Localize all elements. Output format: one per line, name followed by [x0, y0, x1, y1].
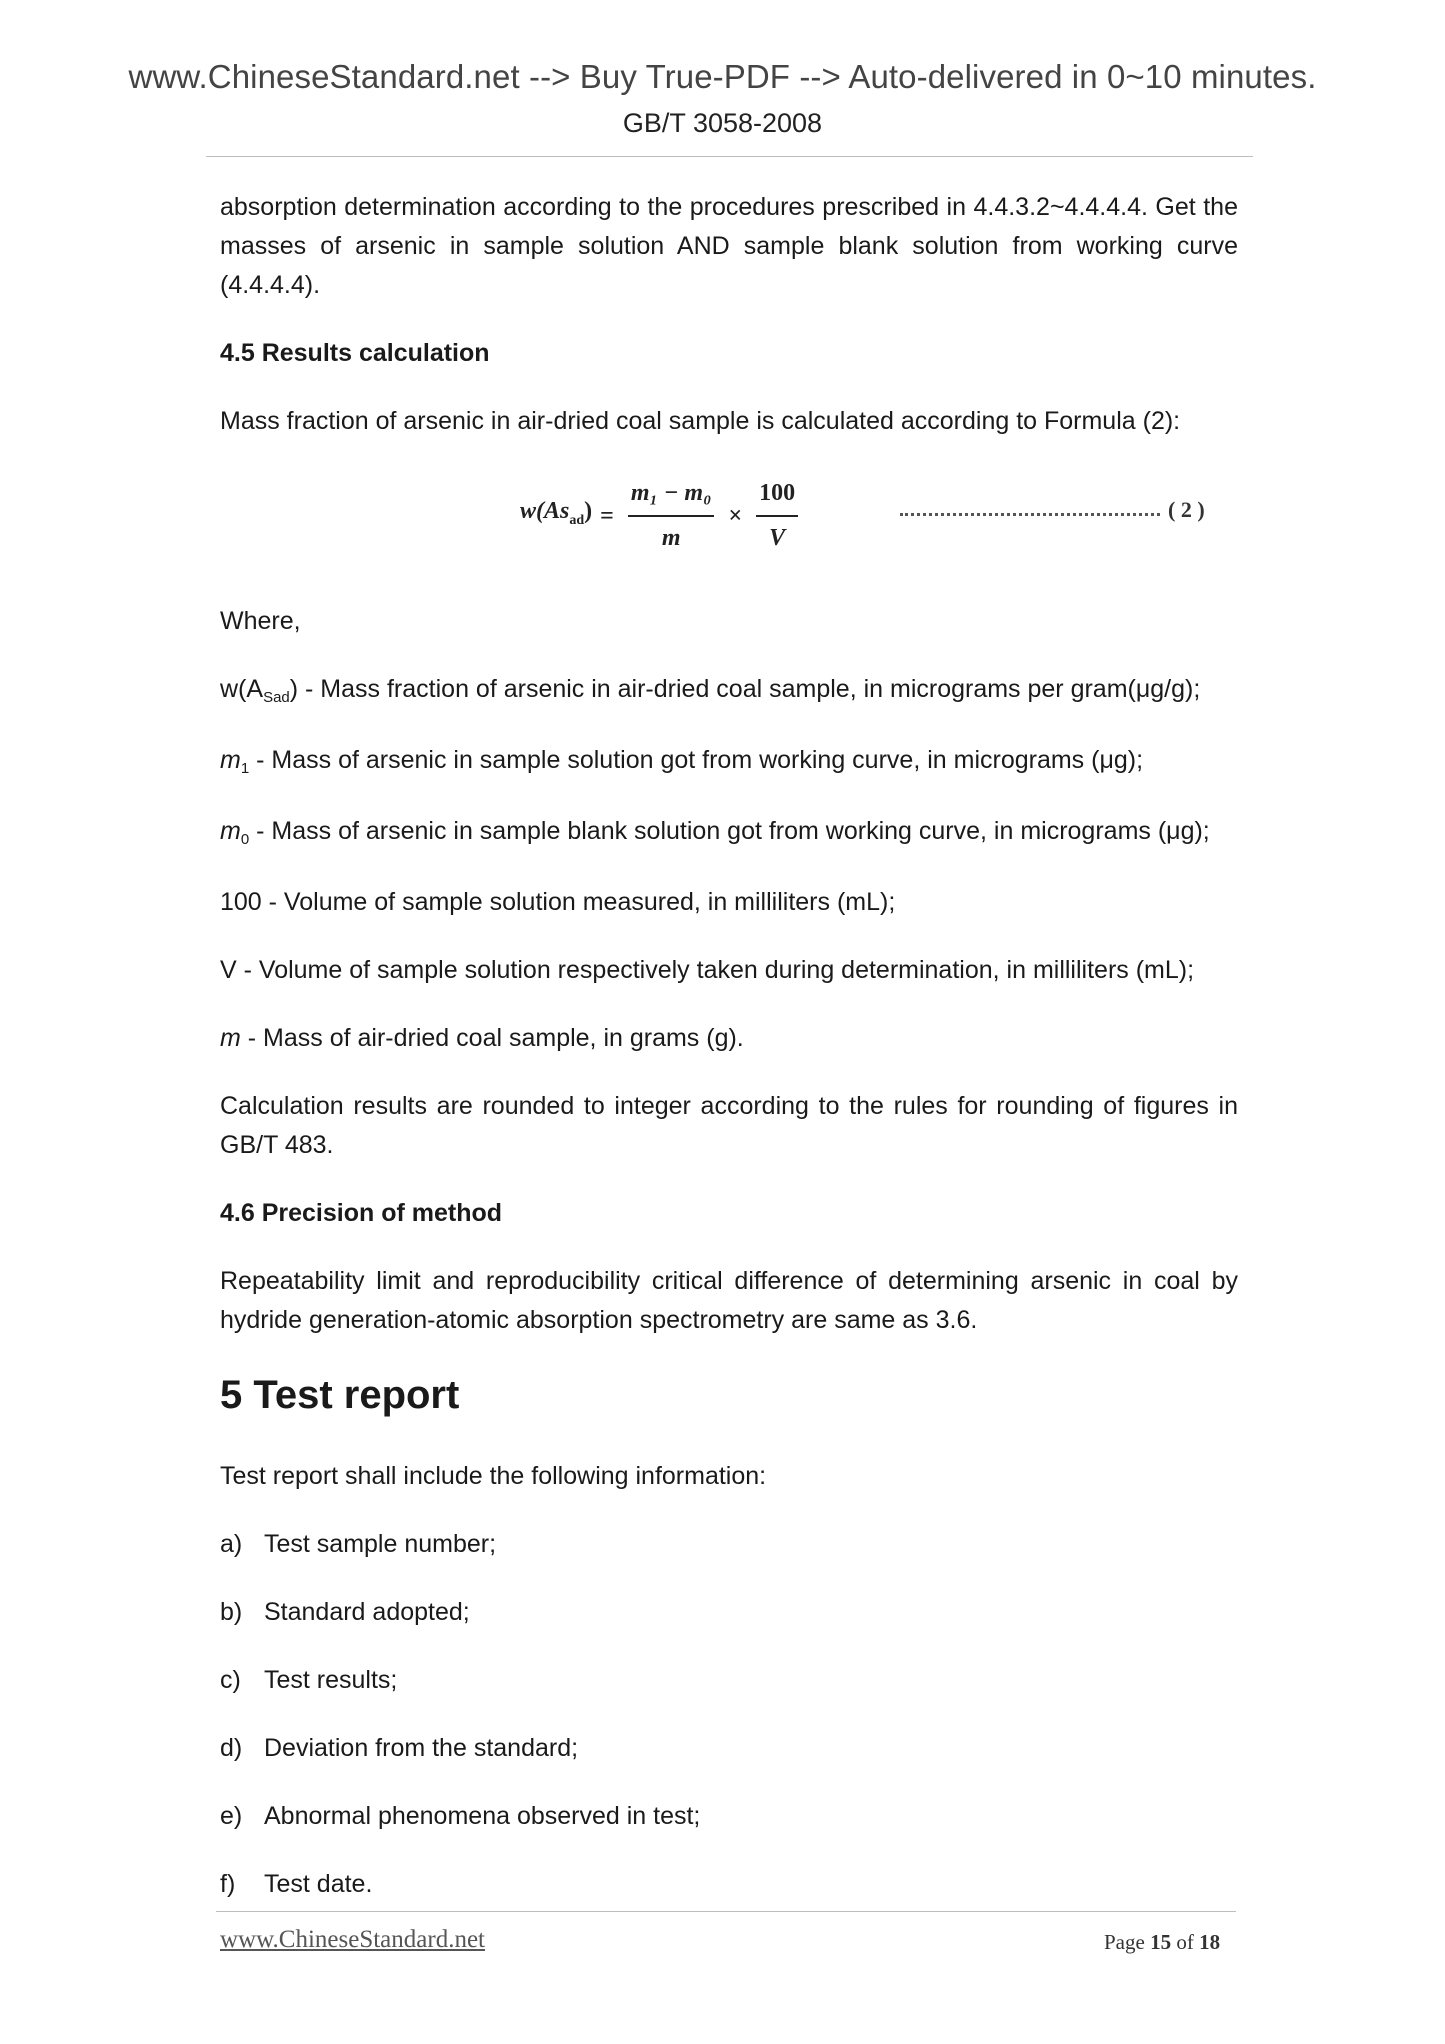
rounding-note: Calculation results are rounded to integer according to the rules for rounding of figures in GB/T 483. — [220, 1092, 1238, 1159]
definition-item — [220, 951, 1238, 990]
list-item-text: Test date. — [264, 1870, 373, 1898]
fraction-denominator: m — [661, 525, 681, 551]
definition-text: - Volume of sample solution measured, in milliliters (mL); — [261, 888, 896, 916]
test-report-lead: Test report shall include the following information: — [220, 1462, 767, 1490]
formula-equals: = — [600, 502, 614, 529]
definition-symbol: m — [220, 817, 241, 845]
formula-number: ( 2 ) — [900, 490, 1205, 529]
list-marker: b) — [220, 1598, 243, 1626]
footer-divider — [216, 1911, 1236, 1912]
dot-leader — [900, 503, 1160, 516]
header-divider — [206, 156, 1253, 157]
list-marker: f) — [220, 1870, 236, 1898]
where-label: Where, — [220, 607, 301, 635]
footer-site-link[interactable]: www.ChineseStandard.net — [220, 1926, 485, 1953]
definition-item: $w(A_{Sad})$ - Mass fraction of arsenic in air-dried coal sample, in micrograms per gram(μg/g); — [220, 675, 1201, 706]
page-number: Page 15 of 18 — [1104, 1930, 1221, 1954]
list-item — [220, 1797, 1238, 1836]
list-item — [220, 1661, 1238, 1700]
definition-text: - Mass of arsenic in sample blank solution got from working curve, in micrograms (μg); — [249, 817, 1210, 845]
formula-expression — [520, 474, 804, 558]
list-item — [220, 1593, 1238, 1632]
list-item-text: Deviation from the standard; — [264, 1734, 579, 1762]
definition-item — [220, 883, 1238, 922]
precision-paragraph: Repeatability limit and reproducibility critical difference of determining arsenic in coal by hydride generation-atomic absorption spectrometry are same as 3.6. — [220, 1267, 1238, 1334]
formula-fraction-volume — [756, 474, 798, 558]
list-item-text: Test results; — [264, 1666, 398, 1694]
test-report-list — [220, 1525, 1238, 1904]
list-item-text: Standard adopted; — [264, 1598, 470, 1626]
list-item — [220, 1525, 1238, 1564]
definition-item: $m_1$ - Mass of arsenic in sample solution got from working curve, in micrograms (μg); — [220, 746, 1144, 777]
definition-text: - Mass of air-dried coal sample, in grams (g). — [240, 1024, 744, 1052]
site-banner[interactable]: www.ChineseStandard.net --> Buy True-PDF --> Auto-delivered in 0~10 minutes. — [128, 58, 1317, 95]
list-item-text: Abnormal phenomena observed in test; — [264, 1802, 701, 1830]
definition-text: - Volume of sample solution respectively taken during determination, in milliliters (mL); — [236, 956, 1195, 984]
definition-item — [220, 1019, 1238, 1058]
list-marker: a) — [220, 1530, 243, 1558]
fraction-numerator: 100 — [756, 474, 798, 517]
section-4-5-heading: 4.5 Results calculation — [220, 339, 490, 367]
definition-symbol: m — [220, 1024, 241, 1052]
fraction-denominator: V — [769, 525, 786, 551]
list-item-text: Test sample number; — [264, 1530, 497, 1558]
definition-symbol: V — [220, 956, 237, 984]
page-content — [220, 188, 1238, 1933]
definition-symbol: w(A — [220, 675, 264, 703]
definition-item: $m_0$ - Mass of arsenic in sample blank solution got from working curve, in micrograms (μg); — [220, 817, 1210, 848]
section-4-6-heading: 4.6 Precision of method — [220, 1199, 503, 1227]
formula-fraction-mass — [628, 474, 715, 558]
fraction-numerator: m₁ − m₀ — [628, 474, 715, 517]
formula-lhs: $w(As_{ad})$ — [520, 498, 593, 528]
list-marker: e) — [220, 1802, 243, 1830]
list-item — [220, 1729, 1238, 1768]
standard-code: GB/T 3058-2008 — [622, 108, 823, 138]
definition-symbol: 100 — [220, 888, 262, 916]
section-5-heading: 5 Test report — [220, 1373, 460, 1417]
formula-times: × — [728, 502, 743, 529]
formula-lead: Mass fraction of arsenic in air-dried coal sample is calculated according to Formula (2): — [220, 407, 1181, 435]
definition-symbol: m — [220, 746, 241, 774]
definitions-list — [220, 670, 1238, 1058]
list-marker: d) — [220, 1734, 243, 1762]
list-item — [220, 1865, 1238, 1904]
list-marker: c) — [220, 1666, 241, 1694]
definition-text: - Mass of arsenic in sample solution got from working curve, in micrograms (μg); — [249, 746, 1144, 774]
definition-text: - Mass fraction of arsenic in air-dried coal sample, in micrograms per gram(μg/g); — [298, 675, 1201, 703]
intro-paragraph: absorption determination according to the procedures prescribed in 4.4.3.2~4.4.4.4. Get the masses of arsenic in sample solution AND sample blank solution from working curve (4.4.4.4). — [220, 193, 1238, 299]
formula-2 — [220, 470, 1238, 550]
